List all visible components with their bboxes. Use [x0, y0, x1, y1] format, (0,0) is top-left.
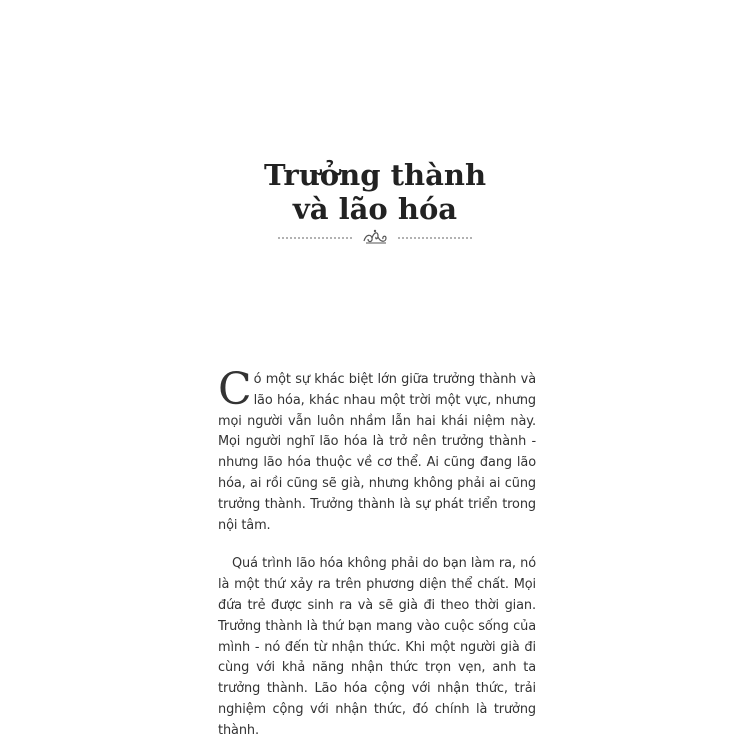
chapter-body	[218, 364, 536, 742]
paragraph-1	[218, 364, 536, 536]
paragraph-2: Quá trình lão hóa không phải do bạn làm ra, nó là một thứ xảy ra trên phương diện thể chất. Mọi đứa trẻ được sinh ra và sẽ già đi theo thời gian. Trưởng thành là thứ bạn mang vào cuộc sống của mình - nó đến từ nhận thức. Khi một người già đi cùng với khả năng nhận thức trọn vẹn, anh ta trưởng thành. Lão hóa cộng với nhận thức, trải nghiệm cộng với nhận thức, đó chính là trưởng thành.	[218, 556, 536, 738]
chapter-title-line-2: và lão hóa	[292, 192, 458, 226]
flourish-ornament-icon	[278, 228, 474, 248]
chapter-title-line-1: Trưởng thành	[263, 158, 487, 192]
drop-cap-letter: C	[218, 364, 252, 415]
paragraph-1-text: ó một sự khác biệt lớn giữa trưởng thành và lão hóa, khác nhau một trời một vực, nhưng mọi người vẫn luôn nhầm lẫn hai khái niệm này. Mọi người nghĩ lão hóa là trở nên trưởng thành - nhưng lão hóa thuộc về cơ thể. Ai cũng đang lão hóa, ai rồi cũng sẽ già, nhưng không phải ai cũng trưởng thành. Trưởng thành là sự phát triển trong nội tâm.	[218, 372, 536, 533]
